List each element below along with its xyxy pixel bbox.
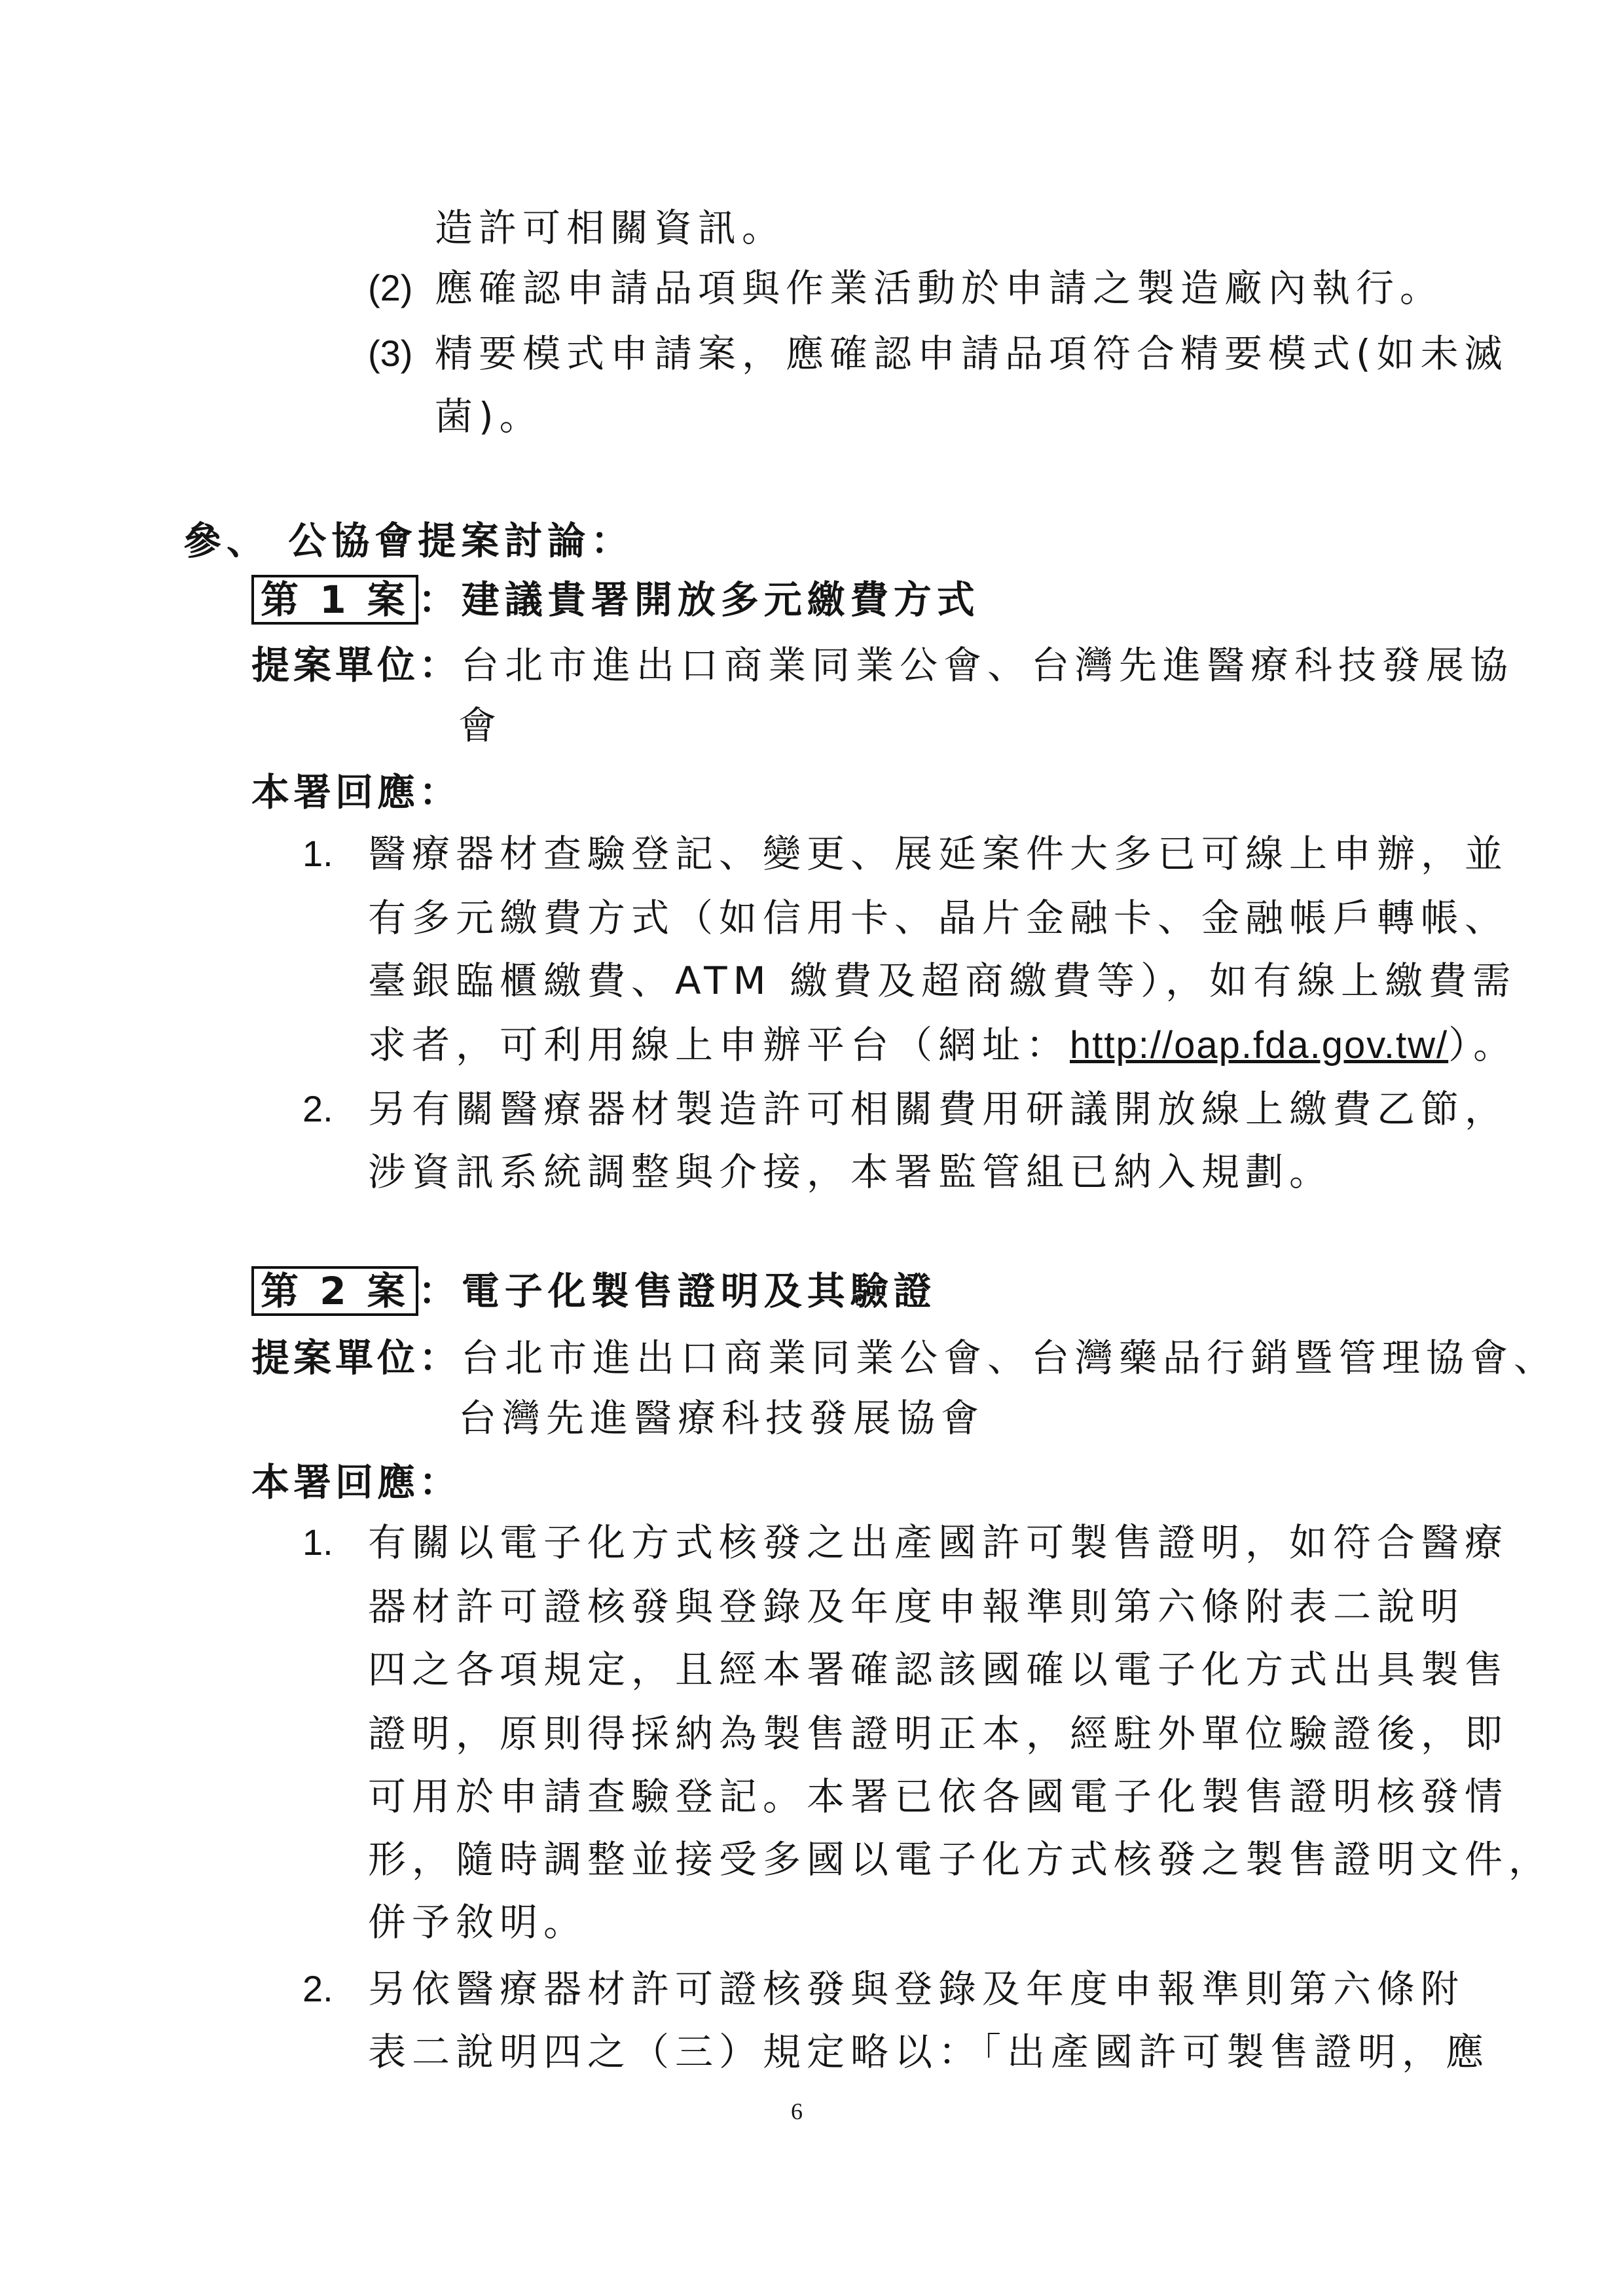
list-number: 2. [302, 1088, 333, 1129]
proposer-label: 提案單位： [251, 1336, 462, 1380]
text-line: 有多元繳費方式（如信用卡、晶片金融卡、金融帳戶轉帳、 [368, 896, 1509, 940]
text-line: 表二說明四之（三）規定略以：「出產國許可製售證明，應 [368, 2030, 1490, 2074]
list-number: 2. [302, 1968, 333, 2009]
list-number: 1. [302, 833, 333, 874]
fda-link[interactable]: http://oap.fda.gov.tw/ [1070, 1024, 1449, 1066]
text-line: 菌)。 [435, 394, 543, 439]
list-number: (2) [368, 267, 413, 308]
proposer-text: 台灣先進醫療科技發展協會 [458, 1396, 985, 1440]
text-line: 造許可相關資訊。 [435, 206, 786, 250]
text-line: 另依醫療器材許可證核發與登錄及年度申報準則第六條附 [368, 1967, 1465, 2011]
proposer-text: 台北市進出口商業同業公會、台灣先進醫療科技發展協 [461, 643, 1514, 687]
section-heading: 參、 公協會提案討論： [183, 519, 634, 563]
case-title [251, 1265, 937, 1317]
list-number: 1. [302, 1522, 333, 1563]
text-line: 醫療器材查驗登記、變更、展延案件大多已可線上申辦，並 [368, 831, 1509, 876]
proposer-label: 提案單位： [251, 643, 462, 687]
response-label: 本署回應： [251, 770, 462, 814]
proposer-text: 會 [458, 703, 503, 748]
text-line: 臺銀臨櫃繳費、ATM 繳費及超商繳費等），如有線上繳費需 [368, 958, 1517, 1003]
case-number-box: 第 1 案 [251, 575, 418, 625]
text-line: 四之各項規定，且經本署確認該國確以電子化方式出具製售 [368, 1647, 1509, 1692]
proposer-row [251, 639, 1514, 691]
text-line: 可用於申請查驗登記。本署已依各國電子化製售證明核發情 [368, 1774, 1509, 1819]
list-number: (3) [368, 333, 413, 374]
text-segment: ）。 [1448, 1023, 1518, 1067]
text-line: 器材許可證核發與登錄及年度申報準則第六條附表二說明 [368, 1584, 1465, 1629]
page-number: 6 [791, 2098, 803, 2124]
text-line: 併予敘明。 [368, 1900, 588, 1944]
case-title-text: ：電子化製售證明及其驗證 [418, 1269, 937, 1313]
text-line: 精要模式申請案，應確認申請品項符合精要模式(如未滅 [435, 331, 1508, 376]
text-line: 涉資訊系統調整與介接，本署監管組已納入規劃。 [368, 1150, 1334, 1194]
proposer-row [251, 1332, 1558, 1384]
text-line [368, 1019, 1517, 1072]
proposer-text: 台北市進出口商業同業公會、台灣藥品行銷暨管理協會、 [461, 1336, 1558, 1380]
text-line: 證明，原則得採納為製售證明正本，經駐外單位驗證後，即 [368, 1711, 1509, 1756]
text-segment: 求者，可利用線上申辦平台（網址： [368, 1023, 1070, 1067]
case-title [251, 574, 980, 626]
text-line: 應確認申請品項與作業活動於申請之製造廠內執行。 [435, 266, 1444, 310]
case-title-text: ：建議貴署開放多元繳費方式 [418, 577, 980, 622]
text-line: 有關以電子化方式核發之出產國許可製售證明，如符合醫療 [368, 1520, 1509, 1565]
case-number-box: 第 2 案 [251, 1266, 418, 1316]
response-label: 本署回應： [251, 1460, 462, 1504]
text-line: 形，隨時調整並接受多國以電子化方式核發之製售證明文件， [368, 1837, 1553, 1882]
text-line: 另有關醫療器材製造許可相關費用研議開放線上繳費乙節， [368, 1087, 1509, 1131]
